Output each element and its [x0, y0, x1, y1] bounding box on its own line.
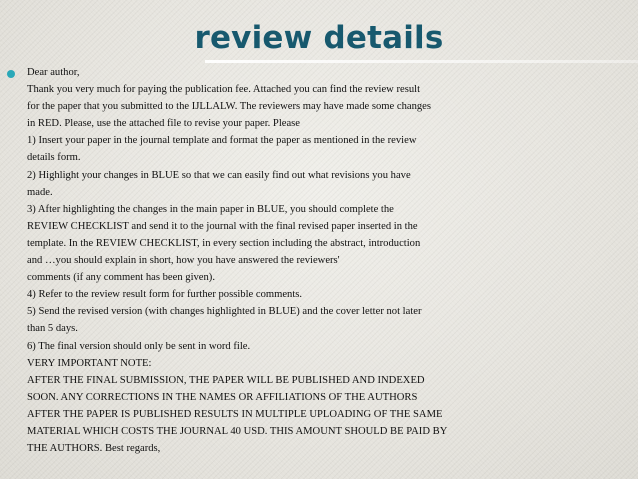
body-line: comments (if any comment has been given). [27, 272, 215, 284]
body-line: details form. [27, 152, 81, 164]
body-line: Dear author, [27, 67, 80, 78]
body-line: AFTER THE PAPER IS PUBLISHED RESULTS IN MULTIPLE UPLOADING OF THE SAME [27, 408, 443, 420]
body-line: for the paper that you submitted to the IJLLALW. The reviewers may have made some changes [27, 101, 432, 113]
body-line: 6) The final version should only be sent in word file. [27, 340, 251, 352]
body-line: made. [27, 186, 53, 198]
body-line: and …you should explain in short, how you have answered the reviewers' [27, 255, 340, 267]
body-line: 2) Highlight your changes in BLUE so that we can easily find out what revisions you have [27, 169, 411, 181]
body-line: VERY IMPORTANT NOTE: [27, 357, 152, 369]
body-line: 1) Insert your paper in the journal template and format the paper as mentioned in the review [27, 135, 417, 147]
body-line: Thank you very much for paying the publication fee. Attached you can find the review result [27, 84, 421, 96]
body-line: SOON. ANY CORRECTIONS IN THE NAMES OR AFFILIATIONS OF THE AUTHORS [27, 391, 418, 403]
body-line: REVIEW CHECKLIST and send it to the journal with the final revised paper inserted in the [27, 220, 418, 232]
body-line: AFTER THE FINAL SUBMISSION, THE PAPER WILL BE PUBLISHED AND INDEXED [27, 374, 425, 386]
body-line: template. In the REVIEW CHECKLIST, in every section including the abstract, introduction [27, 237, 421, 249]
body-text [27, 64, 637, 457]
body-line: THE AUTHORS. Best regards, [27, 443, 161, 455]
body-line: than 5 days. [27, 323, 78, 335]
title-underline [205, 60, 638, 63]
body-line: 5) Send the revised version (with changes highlighted in BLUE) and the cover letter not later [27, 306, 422, 318]
body-line: in RED. Please, use the attached file to revise your paper. Please [27, 118, 300, 130]
slide-title: review details [194, 20, 444, 56]
body-line: 3) After highlighting the changes in the main paper in BLUE, you should complete the [27, 203, 394, 215]
body-line: 4) Refer to the review result form for further possible comments. [27, 289, 303, 301]
body-line: MATERIAL WHICH COSTS THE JOURNAL 40 USD. THIS AMOUNT SHOULD BE PAID BY [27, 425, 448, 437]
bullet-icon [7, 70, 15, 78]
